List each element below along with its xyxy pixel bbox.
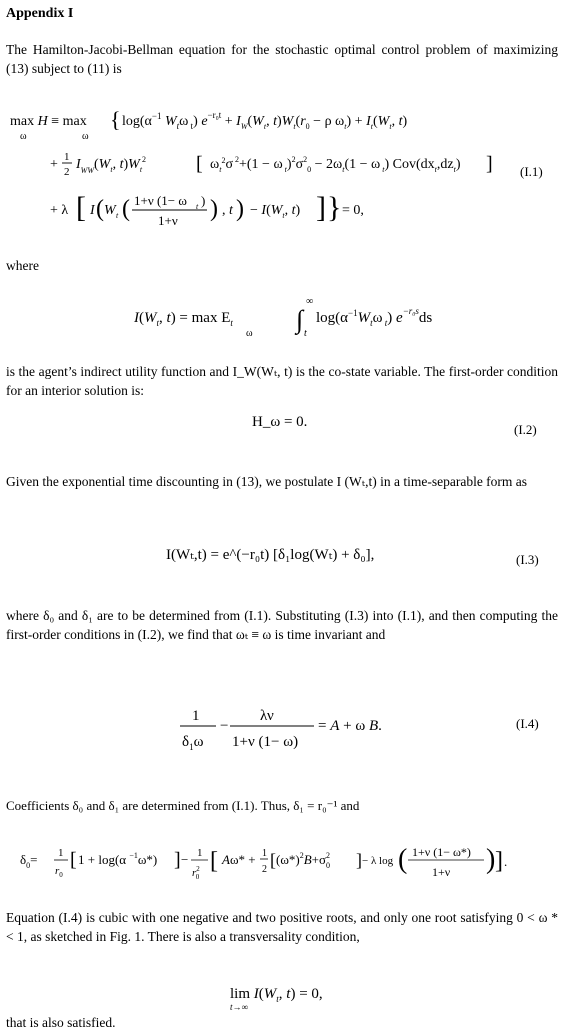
svg-text:[: [ [196, 153, 203, 175]
svg-text:1 + log(α −1ω*): 1 + log(α $^{-1}$ω*) [78, 851, 158, 867]
svg-text:): ) [236, 196, 244, 222]
svg-text:[: [ [76, 191, 86, 224]
equation-indirect-utility-graphic [0, 290, 566, 350]
svg-text:t: t [116, 211, 119, 220]
svg-text:t: t [304, 328, 307, 339]
equation-i2 [252, 414, 307, 431]
svg-text:Aω* +: Aω* + [222, 852, 256, 867]
svg-text:− I(Wt, t): − $I(W_t$, t) [250, 203, 301, 220]
equation-transversality-graphic [0, 980, 566, 1014]
svg-text:1: 1 [64, 151, 70, 163]
svg-text:): ) [486, 844, 496, 875]
svg-text:(: ( [122, 196, 130, 222]
svg-text:−: − [181, 852, 189, 867]
svg-text:[: [ [270, 850, 276, 870]
equation-delta0-text: δ₀ = (1/r₀)[1 + log(α⁻¹ω*)] − (1/r₀²)[Aω* + ½[(ω*)²B + σ₀²] − λ log((1+ν(1−ω*))/(1+ν))]. [0, 836, 36, 837]
equation-i3-text: I(Wₜ,t) = e^(−r₀t) [δ₁log(Wₜ) + δ₀], [166, 547, 375, 563]
svg-text:∞: ∞ [306, 296, 314, 307]
svg-text:{: { [110, 107, 121, 132]
svg-text:+: + [50, 157, 58, 172]
svg-text:ω: ω [20, 131, 27, 142]
svg-text:]: ] [486, 153, 493, 175]
svg-text:(ω*)2B+σ20: $(\omega*)^2B+\sigma^2$ 0 [276, 851, 331, 870]
svg-text:r0: $r_0$ [55, 865, 63, 879]
svg-text:r20: $r^2$ 0 [192, 865, 200, 881]
equation-i4 [0, 700, 566, 760]
svg-text:= A + ω B.: = A + ω B. [318, 718, 382, 734]
svg-text:1: 1 [192, 708, 200, 724]
svg-text:1: 1 [58, 847, 64, 859]
paragraph-coefficients: Coefficients δ₀ and δ₁ are determined from (I.1). Thus, δ₁ = r₀⁻¹ and [6, 798, 360, 813]
equation-i4-graphic [0, 700, 566, 760]
equation-indirect-utility [0, 290, 566, 350]
svg-text:[: [ [210, 848, 218, 874]
svg-text:t: t [196, 202, 199, 211]
paragraph-postulate: Given the exponential time discounting in (13), we postulate I (Wₜ,t) in a time-separable form as [6, 474, 528, 489]
equation-delta0-graphic [0, 836, 566, 886]
equation-i1 [0, 104, 566, 230]
svg-text:): ) [201, 193, 206, 208]
equation-delta0 [0, 836, 566, 886]
paragraph-cubic: Equation (I.4) is cubic with one negative and two positive roots, and only one root satisfying 0 < ω * < 1, as sketched in Fig. 1. There is also a transversality condition, [6, 910, 558, 944]
svg-text:= 0,: = 0, [342, 203, 364, 218]
equation-i3-number: (I.3) [516, 552, 539, 567]
equation-i2-number: (I.2) [514, 422, 537, 437]
paragraph-intro: The Hamilton-Jacobi-Bellman equation for the stochastic optimal control problem of maximizing (13) subject to (11) is [6, 42, 558, 76]
svg-text:1+ν (1− ω): 1+ν (1− ω) [232, 734, 299, 750]
svg-text:log(α−1Wtω t) e−r₀sds: $\log(\alpha^{-1}W_t\omega$ $_t$) $e^{-r_0s}ds$ [316, 306, 433, 328]
equation-transversality-text: lim_(t→∞) I(Wₜ,t) = 0, [0, 980, 10, 981]
svg-text:(: ( [96, 196, 104, 222]
svg-text:]: ] [316, 191, 326, 224]
svg-text:1+ν (1− ω: 1+ν (1− ω [134, 193, 187, 208]
svg-text:−: − [220, 718, 229, 734]
equation-i1-graphic [0, 104, 566, 230]
paragraph-substituting: where δ₀ and δ₁ are to be determined from (I.1). Substituting (I.3) into (I.1), and then computing the first-order conditions in (I.2), we find that ωₜ ≡ ω is time invariant and [6, 608, 558, 642]
svg-text:1: 1 [262, 848, 267, 859]
svg-text:1+ν: 1+ν [432, 865, 451, 879]
svg-text:(: ( [398, 844, 408, 875]
svg-text:2: 2 [64, 166, 70, 178]
svg-text:1: 1 [197, 847, 203, 859]
svg-text:1+ν: 1+ν [158, 213, 178, 228]
equation-transversality [0, 980, 566, 1014]
svg-text:I(Wt, t) = max Et: $I(W_t$, $t) = \max E_t$ [134, 310, 233, 328]
appendix-heading: Appendix I [6, 6, 74, 21]
svg-text:]: ] [356, 850, 362, 870]
svg-text:ωt2σ 2+(1 − ω t)2σ20 − 2ωt(1 −: $\omega_t^2\sigma$ $^2$+(1 − ω $_t)^2\sigma^2_0 - 2\omega_t(1 - \omega$ $_t$) $Cov(dx_t,dz_t)$ [210, 155, 461, 174]
equation-i2-text: H_ω = 0. [252, 414, 308, 430]
svg-text:∫: ∫ [296, 305, 304, 334]
svg-text:δ0=: $\delta_0=$ [20, 852, 38, 870]
where-label: where [6, 258, 39, 273]
svg-text:]: ] [495, 848, 503, 874]
svg-text:, t: , t [222, 203, 233, 218]
svg-text:log(α−1 Wtω t) e−r₀t + IW(Wt,: $\log(\alpha^{-1}$ $W_t\omega$ $_t$) $e^{-r_0t} + I_W(W_t$, $t)W_t(r_0 - \rho$ $\omega_t) + I_t(W_t$, t) [122, 110, 408, 131]
equation-i1-number: (I.1) [520, 164, 543, 179]
svg-text:− λ log: − λ log [362, 855, 394, 867]
svg-text:W: W [104, 203, 116, 218]
svg-text:max H ≡ max: max H ≡ max [10, 114, 87, 129]
svg-text:.: . [504, 854, 508, 869]
svg-text:ω: ω [82, 131, 89, 142]
svg-text:}: } [327, 191, 342, 224]
equation-i3 [166, 545, 374, 564]
svg-text:+ λ: + λ [50, 203, 69, 218]
svg-text:δ1ω: $\delta_1\omega$ [182, 734, 204, 752]
paragraph-satisfied: that is also satisfied. [6, 1015, 116, 1030]
svg-text:λν: λν [260, 708, 274, 724]
svg-text:2: 2 [262, 864, 267, 875]
svg-text:1+ν (1− ω*): 1+ν (1− ω*) [412, 845, 471, 859]
svg-text:t→∞: t→∞ [230, 1002, 248, 1012]
svg-text:]: ] [174, 849, 181, 871]
paragraph-indirect-utility: is the agent’s indirect utility function and I_W(Wₜ, t) is the co-state variable. The first-order condition for an interior solution is: [6, 364, 558, 398]
svg-text:ω: ω [246, 328, 253, 339]
svg-text:I: I [90, 203, 95, 218]
equation-i1-line1-text: max H ≡ max {log(α⁻¹ Wₜωₜ) e^(−r₀t) + I_W(Wₜ,t)Wₜ(r₀ − ρ ωₜ) + Iₜ(Wₜ,t) [0, 104, 30, 105]
equation-i4-text: 1/(δ₁ω) − λν/(1+ν(1−ω)) = A + ω B. [0, 700, 15, 701]
svg-text:): ) [210, 196, 218, 222]
svg-text:[: [ [70, 849, 77, 871]
equation-indirect-text: I(Wₜ,t) = max Eₜ ∫ₜ^∞ log(α⁻¹Wₜωₜ) e^(−r₀s) ds [0, 290, 19, 291]
svg-text:lim I(Wt, t) = 0,: $\lim I(W_t$, t) = 0, [230, 986, 323, 1004]
svg-text:IWW(Wt, t)Wt2: $I_{WW}(W_t$, $t)W_t^2$ [76, 155, 147, 175]
equation-i4-number: (I.4) [516, 716, 539, 731]
